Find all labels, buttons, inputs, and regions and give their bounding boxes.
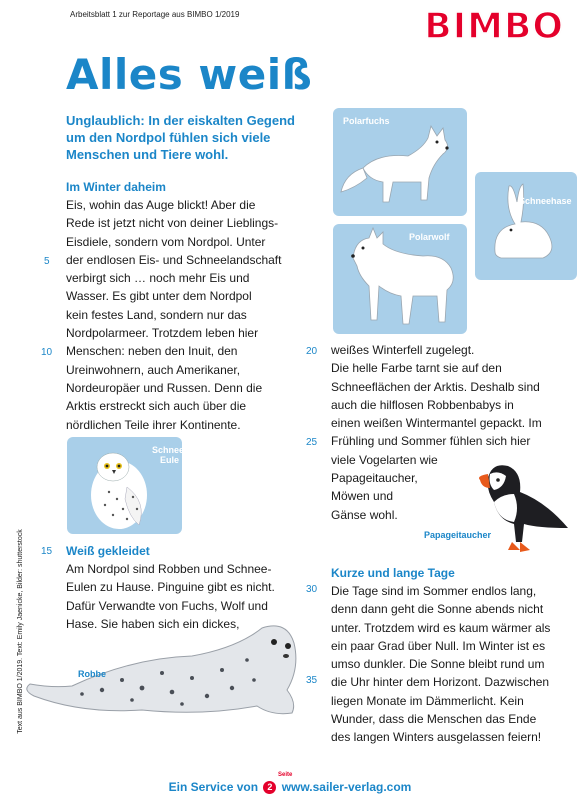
snowy-owl-label: Schnee- Eule — [152, 445, 188, 465]
bimbo-logo: BIMBO — [424, 6, 564, 47]
text-line: Gänse wohl. — [331, 507, 398, 522]
arctic-fox-panel — [333, 108, 467, 216]
text-line: ein paar Grad über Null. Im Winter ist es — [331, 638, 546, 653]
text-line: kein festes Land, sondern nur das — [66, 307, 247, 322]
text-line: liegen Monate im Dämmerlicht. Kein — [331, 693, 524, 708]
arctic-wolf-panel — [333, 224, 467, 334]
text-line: Schneeflächen der Arktis. Deshalb sind — [331, 379, 540, 394]
text-line: Menschen: neben den Inuit, den — [66, 344, 238, 359]
text-line: die Uhr hinter dem Horizont. Dazwischen — [331, 675, 550, 690]
snow-hare-illustration — [475, 172, 577, 280]
section-heading: Im Winter daheim — [66, 180, 166, 194]
section-kurze-lange-tage — [331, 566, 550, 747]
text-line: Hase. Sie haben sich ein dickes, — [66, 616, 240, 631]
text-line: Wasser. Es gibt unter dem Nordpol — [66, 289, 252, 304]
line-number: 15 — [41, 546, 53, 557]
line-number: 25 — [306, 437, 318, 448]
text-line: nördlichen Teile ihrer Kontinente. — [66, 417, 241, 432]
intro-text: Unglaublich: In der eiskalten Gegend um den Nordpol fühlen sich viele Menschen und Tiere wohl. — [66, 113, 295, 162]
footer-url[interactable]: www.sailer-verlag.com — [281, 780, 412, 794]
text-line: Die helle Farbe tarnt sie auf den — [331, 361, 502, 376]
line-number: 30 — [306, 584, 318, 595]
text-line: Nordeuropäer und Russen. Denn die — [66, 380, 263, 395]
puffin-illustration — [468, 458, 573, 560]
text-line: verbirgt sich … noch mehr Eis und — [66, 271, 250, 286]
text-line: Möwen und — [331, 489, 394, 504]
text-line: auch die hilflosen Robbenbabys in — [331, 397, 514, 412]
footer-prefix: Ein Service von — [168, 780, 259, 794]
snow-hare-label: Schneehase — [519, 196, 572, 206]
text-line: denn dann geht die Sonne abends nicht — [331, 602, 544, 617]
footer — [0, 780, 580, 794]
text-line: Ureinwohnern, auch Amerikaner, — [66, 362, 241, 377]
line-number: 5 — [44, 256, 50, 267]
text-line: unter. Trotzdem wird es kaum wärmer als — [331, 620, 551, 635]
text-line: der endlosen Eis- und Schneelandschaft — [66, 252, 282, 267]
text-line: umso dunkler. Die Sonne bleibt rund um — [331, 657, 545, 672]
section-winter-daheim — [66, 180, 281, 434]
text-line: Die Tage sind im Sommer endlos lang, — [331, 584, 537, 598]
section-heading: Kurze und lange Tage — [331, 566, 455, 580]
text-line: Am Nordpol sind Robben und Schnee- — [66, 562, 272, 576]
image-credit: Text aus BIMBO 1/2019. Text: Emily Jaenicke, Bilder: shutterstock — [16, 529, 24, 734]
line-number: 10 — [41, 347, 53, 358]
puffin-label: Papageitaucher — [424, 530, 492, 540]
page-badge — [263, 781, 276, 794]
text-line: viele Vogelarten wie — [331, 452, 438, 467]
text-line: Nordpolarmeer. Trotzdem leben hier — [66, 326, 259, 341]
text-line: Arktis erstreckt sich auch über die — [66, 399, 247, 414]
worksheet-header: Arbeitsblatt 1 zur Reportage aus BIMBO 1/2019 — [70, 10, 240, 19]
page-badge-number: 2 — [267, 782, 273, 793]
line-number: 35 — [306, 675, 318, 686]
arctic-wolf-label: Polarwolf — [409, 232, 450, 242]
text-line: Papageitaucher, — [331, 471, 418, 486]
text-line: Eulen zu Hause. Pinguine gibt es nicht. — [66, 580, 275, 595]
line-number: 20 — [306, 346, 318, 357]
page-badge-caption: Seite — [278, 772, 293, 778]
text-line: Eis, wohin das Auge blickt! Aber die — [66, 198, 256, 212]
arctic-fox-label: Polarfuchs — [343, 116, 390, 126]
text-line: weißes Winterfell zugelegt. — [331, 343, 475, 357]
text-line: Dafür Verwandte von Fuchs, Wolf und — [66, 598, 268, 613]
snowy-owl-panel — [67, 437, 188, 534]
page-title: Alles weiß — [66, 50, 313, 99]
text-line: Frühling und Sommer fühlen sich hier — [331, 434, 531, 449]
snow-hare-panel — [475, 172, 577, 280]
seal-label: Robbe — [78, 669, 106, 679]
text-line: Wunder, dass die Menschen das Ende — [331, 712, 537, 727]
text-line: Eisdiele, sondern vom Nordpol. Unter — [66, 234, 266, 249]
section-heading: Weiß gekleidet — [66, 544, 150, 558]
seal-illustration — [22, 618, 307, 730]
text-line: des langen Winters ausgelassen feiern! — [331, 730, 542, 745]
text-line: Rede ist jetzt nicht von deiner Lieblings- — [66, 216, 279, 231]
text-line: einen weißen Wintermantel gepackt. Im — [331, 416, 542, 431]
